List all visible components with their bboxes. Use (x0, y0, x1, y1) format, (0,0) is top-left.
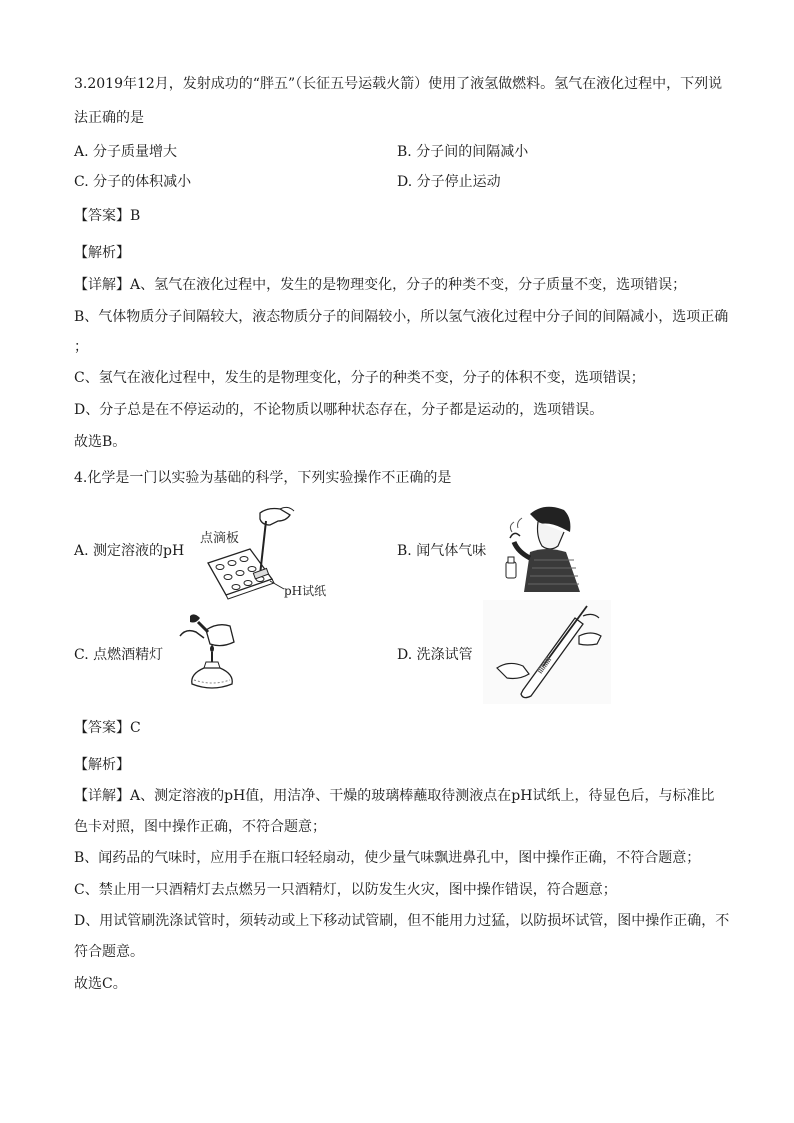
q3-option-c: C. 分子的体积减小 (74, 174, 192, 190)
q4-option-a: A. 测定溶液的pH (74, 543, 185, 559)
figure-smell-gas (500, 502, 585, 597)
q3-detail-b-cont: ； (74, 339, 88, 355)
q4-answer-value: C (130, 720, 141, 736)
q3-option-a: A. 分子质量增大 (74, 144, 178, 160)
q3-answer-tag: 【答案】 (74, 208, 130, 224)
q3-detail-tag: 【详解】 (74, 277, 130, 293)
figure-wash-test-tube (483, 600, 611, 704)
q4-detail-a-line2: 色卡对照，图中操作正确，不符合题意； (74, 819, 326, 835)
q4-answer-tag: 【答案】 (74, 720, 130, 736)
q4-analysis-tag: 【解析】 (74, 757, 130, 773)
q4-detail-a-line1: 【详解】A、测定溶液的pH值，用洁净、干燥的玻璃棒蘸取待测液点在pH试纸上，待显色后，与标准比 (74, 788, 715, 804)
q4-conclusion: 故选C。 (74, 976, 127, 992)
q3-conclusion: 故选B。 (74, 434, 127, 450)
q3-stem-line2: 法正确的是 (74, 110, 144, 126)
q4-detail-d-line2: 符合题意。 (74, 944, 144, 960)
figure-ph-test (190, 505, 340, 600)
figure-alcohol-lamp (172, 608, 252, 693)
q4-option-d: D. 洗涤试管 (397, 647, 473, 663)
q4-option-b: B. 闻气体气味 (397, 543, 487, 559)
label-spot-plate: 点滴板 (200, 531, 240, 546)
q4-detail-d-line1: D、用试管刷洗涤试管时，须转动或上下移动试管刷，但不能用力过猛，以防损坏试管，图中操作正确，不 (74, 913, 730, 929)
q4-detail-c: C、禁止用一只酒精灯去点燃另一只酒精灯，以防发生火灾，图中操作错误，符合题意； (74, 882, 617, 898)
q3-stem-line1: 3.2019年12月，发射成功的“胖五”（长征五号运载火箭）使用了液氢做燃料。氢气在液化过程中，下列说 (74, 76, 723, 92)
q3-answer-value: B (130, 208, 141, 224)
q4-option-c: C. 点燃酒精灯 (74, 647, 164, 663)
label-ph-paper: pH试纸 (284, 584, 327, 598)
q4-detail-b: B、闻药品的气味时，应用手在瓶口轻轻扇动，使少量气味飘进鼻孔中，图中操作正确，不符合题意； (74, 850, 701, 866)
q3-detail-d: D、分子总是在不停运动的，不论物质以哪种状态存在，分子都是运动的，选项错误。 (74, 402, 604, 418)
q4-detail-tag: 【详解】 (74, 788, 130, 804)
q3-detail-b: B、气体物质分子间隔较大，液态物质分子的间隔较小，所以氢气液化过程中分子间的间隔减小，选项正确 (74, 309, 729, 325)
q3-detail-a: 【详解】A、氢气在液化过程中，发生的是物理变化，分子的种类不变，分子质量不变，选项错误； (74, 277, 687, 293)
q4-stem: 4.化学是一门以实验为基础的科学，下列实验操作不正确的是 (74, 470, 452, 486)
q3-option-b: B. 分子间的间隔减小 (397, 144, 529, 160)
q3-detail-c: C、氢气在液化过程中，发生的是物理变化，分子的种类不变，分子的体积不变，选项错误； (74, 370, 645, 386)
q3-option-d: D. 分子停止运动 (397, 174, 501, 190)
q3-answer-line (74, 206, 140, 226)
q3-analysis-tag: 【解析】 (74, 245, 130, 261)
q4-answer-line (74, 718, 141, 738)
